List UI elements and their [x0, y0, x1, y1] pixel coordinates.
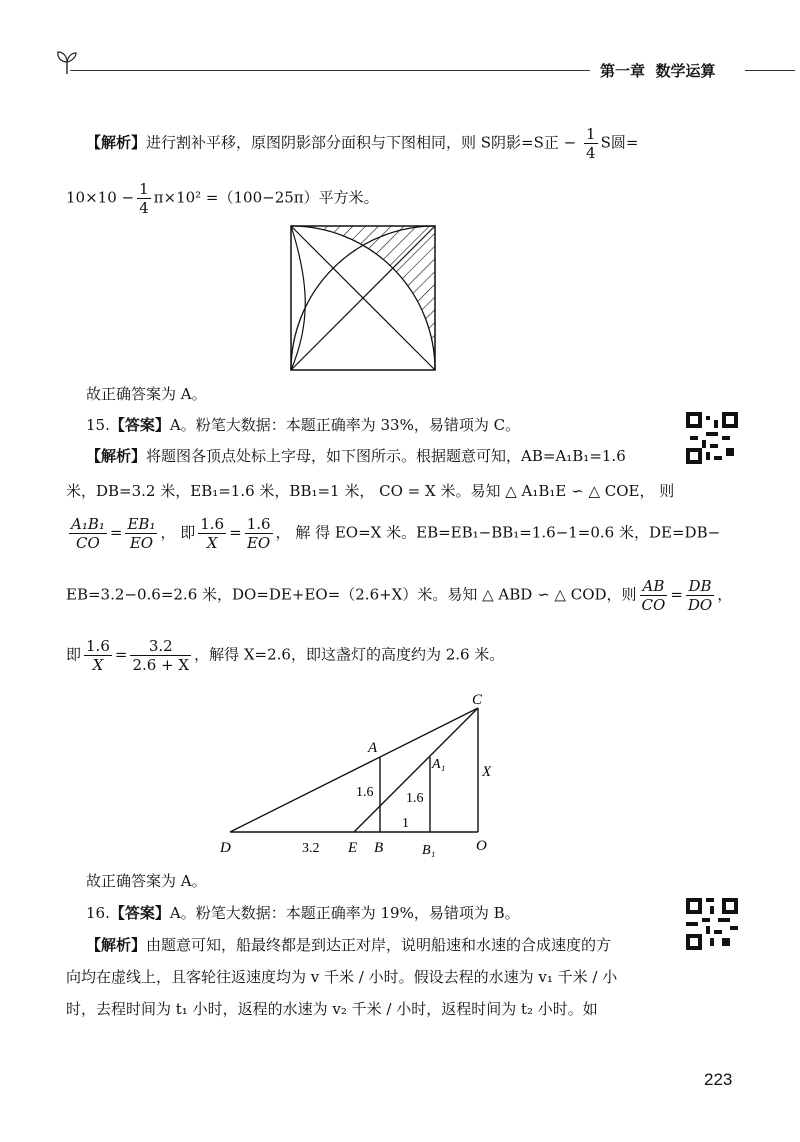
chapter-section: 数学运算: [655, 62, 716, 80]
diagram-label-B1: B₁: [422, 843, 436, 858]
q15-analysis-line4: EB=3.2−0.6=2.6 米，DO=DE+EO=（2.6+X）米。易知 △ ABD ∽ △ COD，则 $\frac{AB}{CO}$ = $\frac{DB}{DO}$ ，: [66, 577, 733, 614]
q16-analysis-line2: 向均在虚线上，且客轮往返速度均为 v 千米 / 小时。假设去程的水速为 v₁ 千米 / 小: [66, 968, 618, 986]
page-number: 223: [704, 1070, 733, 1089]
qr-code: [686, 898, 738, 950]
diagram-label-O: O: [476, 838, 487, 854]
diagram-label-h1: 1.6: [356, 785, 374, 800]
diagram-label-one: 1: [402, 816, 409, 831]
diagram-label-A1: A₁: [432, 757, 446, 772]
q15-analysis-line3: $\frac{\text{A₁B₁}}{CO}$ = $\frac{\text{EB₁}}{EO}$ ， 即 $\frac{1.6}{X}$ = $\frac{1.6}{EO}$ ， 解 得 EO=X 米。EB=EB₁−BB₁=1.6−1=0.6 米，DE=DB−: [71, 515, 721, 552]
solution-14-line2: 10×10 − $\frac{1}{4}$ π×10² =（100−25π）平方米。: [66, 180, 379, 217]
diagram-label-D: D: [220, 840, 231, 856]
diagram-label-h2: 1.6: [406, 791, 424, 806]
diagram-label-E: E: [348, 840, 358, 856]
q16-answer: 16.【答案】A。粉笔大数据：本题正确率为 19%，易错项为 B。: [86, 904, 520, 922]
q15-analysis-line2: 米，DB=3.2 米，EB₁=1.6 米，BB₁=1 米， CO = X 米。易知 △ A₁B₁E ∽ △ COE， 则: [66, 482, 675, 500]
q16-analysis-line1: 【解析】由题意可知，船最终都是到达正对岸，说明船速和水速的合成速度的方: [86, 936, 612, 954]
diagram-label-A: A: [368, 740, 378, 756]
diagram-label-B: B: [374, 840, 384, 856]
q15-answer: 15.【答案】A。粉笔大数据：本题正确率为 33%，易错项为 C。: [86, 416, 521, 434]
header-rule: [70, 70, 590, 71]
solution-14-line1: 【解析】进行割补平移，原图阴影部分面积与下图相同，则 S阴影=S正 − $\frac{1}{4}$ S圆=: [86, 125, 639, 162]
header-rule-right: [745, 70, 795, 71]
answer-14: 故正确答案为 A。: [86, 385, 207, 403]
diagram-label-C: C: [472, 692, 483, 708]
diagram-label-32: 3.2: [302, 841, 320, 856]
qr-code: [686, 412, 738, 464]
q15-analysis-line5: 即 $\frac{1.6}{X}$ = $\frac{3.2}{2.6 + X}$ ，解得 X=2.6，即这盏灯的高度约为 2.6 米。: [66, 637, 505, 674]
answer-15: 故正确答案为 A。: [86, 872, 207, 890]
q16-analysis-line3: 时，去程时间为 t₁ 小时，返程的水速为 v₂ 千米 / 小时，返程时间为 t₂ 小时。如: [66, 1000, 598, 1018]
leaf-icon: [54, 50, 80, 76]
diagram-14: [290, 225, 436, 371]
q15-analysis-line1: 【解析】将题图各顶点处标上字母，如下图所示。根据题意可知，AB=A₁B₁=1.6: [86, 447, 626, 465]
chapter-title: [600, 60, 715, 81]
chapter-number: 第一章: [600, 62, 646, 80]
diagram-label-X: X: [482, 764, 492, 780]
diagram-15: [210, 690, 510, 860]
